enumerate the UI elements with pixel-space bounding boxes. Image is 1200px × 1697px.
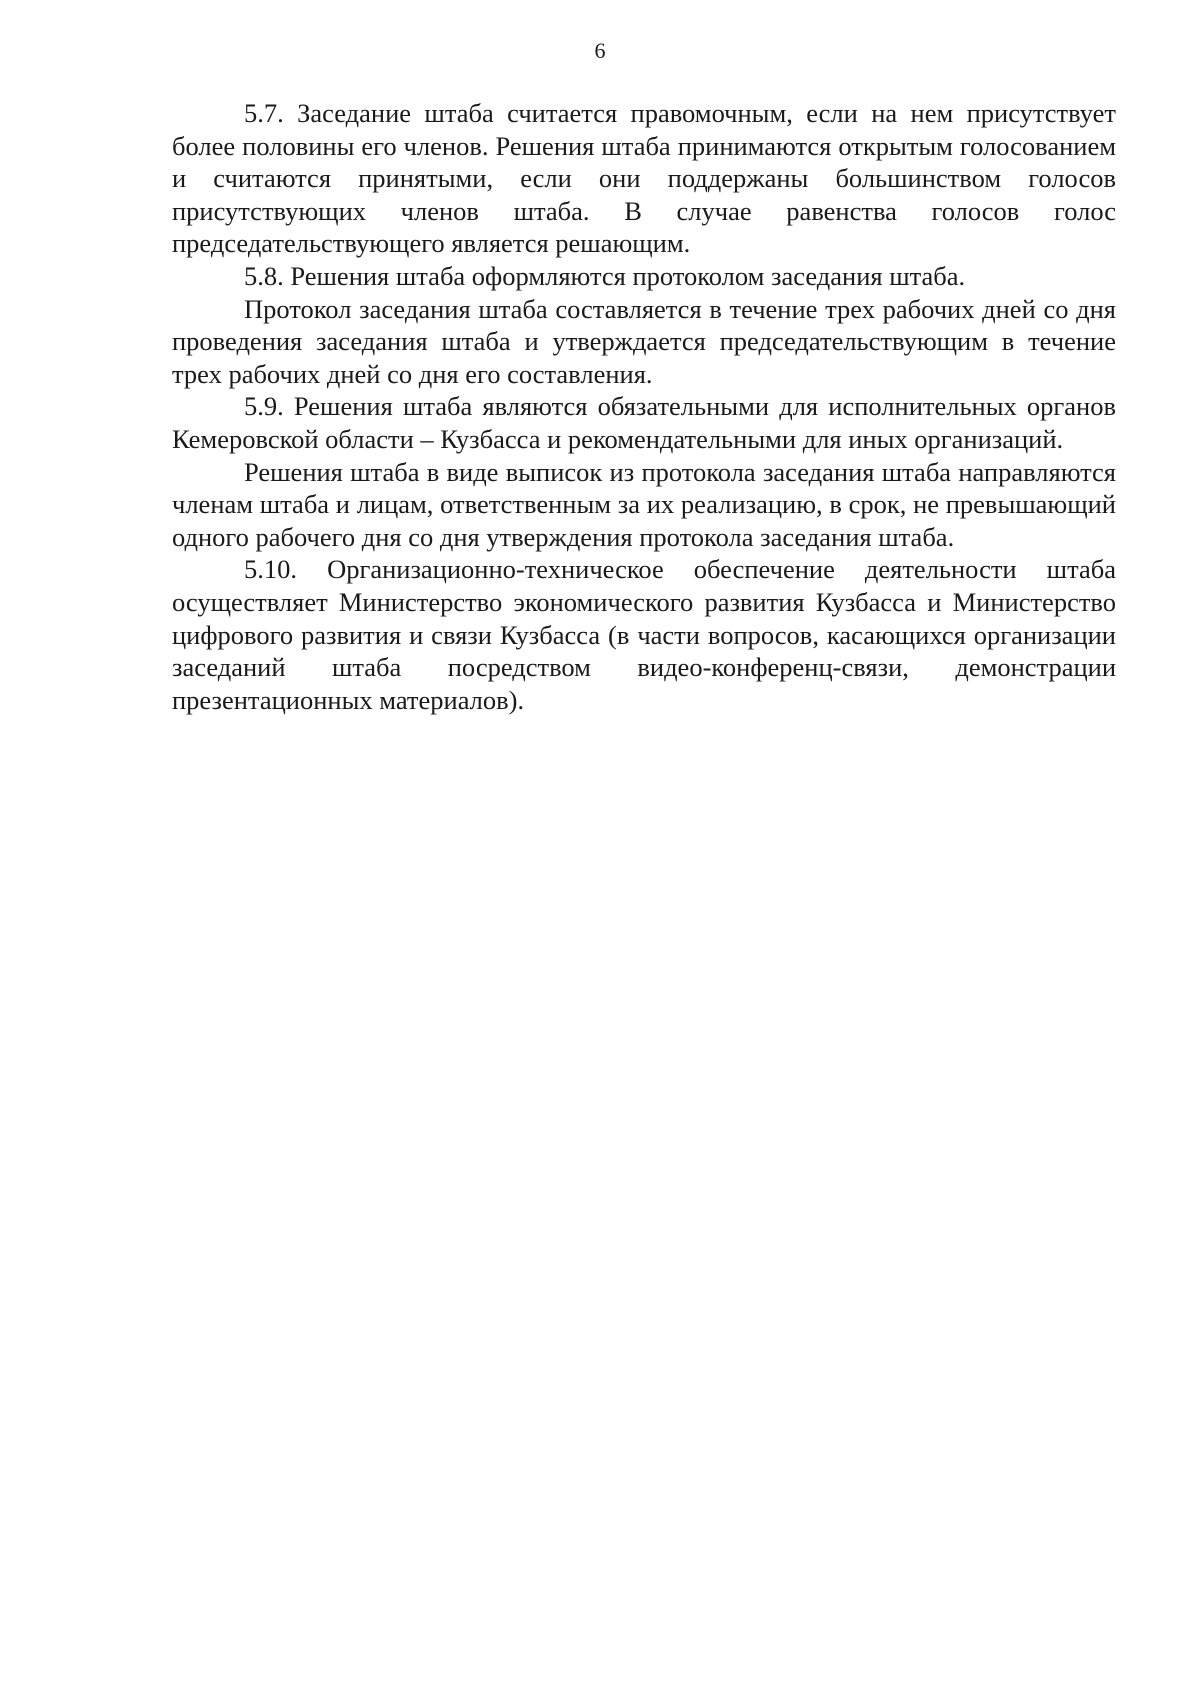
paragraph-protocol: Протокол заседания штаба составляется в течение трех рабочих дней со дня проведения заседания штаба и утверждается председательствующим в течение трех рабочих дней со дня его составления. <box>172 293 1116 389</box>
page-number: 6 <box>594 38 606 63</box>
document-body <box>172 97 1116 716</box>
paragraph-5-7: 5.7. Заседание штаба считается правомочным, если на нем присутствует более половины его членов. Решения штаба принимаются открытым голосованием и считаются принятыми, если они поддержаны большинством голосов присутствующих членов штаба. В случае равенства голосов голос председательствующего является решающим. <box>172 98 1116 259</box>
paragraph-extracts: Решения штаба в виде выписок из протокола заседания штаба направляются членам штаба и лицам, ответственным за их реализацию, в срок, не превышающий одного рабочего дня со дня утверждения протокола заседания штаба. <box>172 456 1116 552</box>
paragraph-5-8: 5.8. Решения штаба оформляются протоколом заседания штаба. <box>244 260 966 291</box>
paragraph-5-9: 5.9. Решения штаба являются обязательными для исполнительных органов Кемеровской области – Кузбасса и рекомендательными для иных организаций. <box>172 391 1116 454</box>
paragraph-5-10: 5.10. Организационно-техническое обеспечение деятельности штаба осуществляет Министерство экономического развития Кузбасса и Министерство цифрового развития и связи Кузбасса (в части вопросов, касающихся организации заседаний штаба посредством видео-конференц-связи, демонстрации презентационных материалов). <box>172 554 1116 715</box>
